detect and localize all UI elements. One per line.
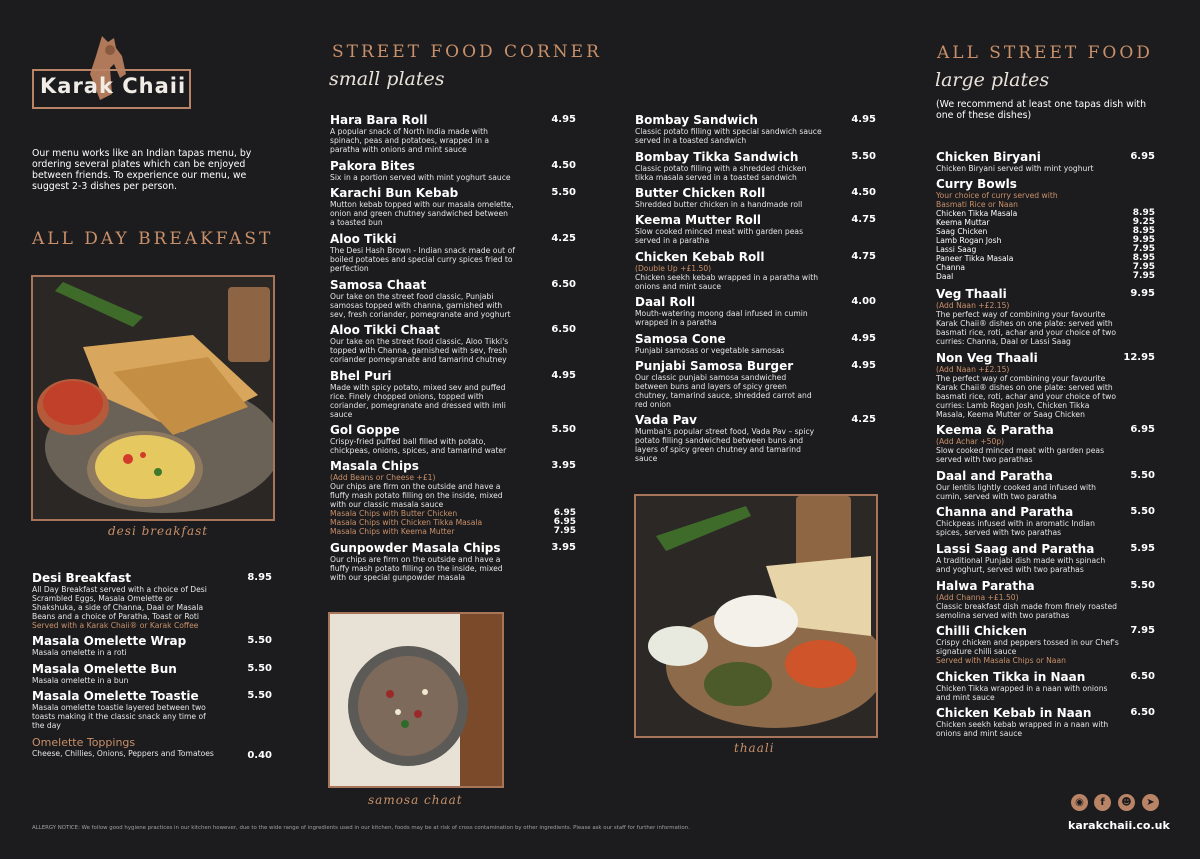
item-price: 4.95 xyxy=(551,370,576,381)
samosa-chaat-caption: samosa chaat xyxy=(368,793,463,807)
item-price: 3.95 xyxy=(551,542,576,553)
item-desc: Six in a portion served with mint yoghurt sauce xyxy=(330,173,511,182)
sub-item xyxy=(936,254,1155,263)
item-name: Chicken Tikka in Naan xyxy=(936,670,1086,684)
sub-item-price: 7.95 xyxy=(1132,262,1155,272)
menu-item xyxy=(936,580,1155,620)
item-price: 4.95 xyxy=(851,114,876,125)
item-price: 9.95 xyxy=(1130,288,1155,299)
item-name: Channa and Paratha xyxy=(936,505,1074,519)
facebook-icon[interactable]: f xyxy=(1094,794,1111,811)
sub-item-price: 7.95 xyxy=(1132,244,1155,254)
sub-item-name: Lamb Rogan Josh xyxy=(936,236,1002,245)
item-price: 5.50 xyxy=(551,424,576,435)
menu-item xyxy=(936,625,1155,665)
desi-breakfast-caption: desi breakfast xyxy=(108,524,209,538)
item-name: Masala Chips xyxy=(330,459,419,473)
sub-item xyxy=(330,509,576,518)
sub-item-price: 8.95 xyxy=(1132,208,1155,218)
menu-item xyxy=(635,333,876,355)
menu-item xyxy=(330,187,576,227)
menu-item xyxy=(330,114,576,154)
sub-item-price: 6.95 xyxy=(553,517,576,527)
menu-item xyxy=(936,506,1155,537)
item-desc: Classic potato filling with a shredded chicken tikka masala served in a toasted sandwich xyxy=(635,164,807,182)
item-extra: Served with a Karak Chaii® or Karak Coffee xyxy=(32,621,199,630)
menu-item xyxy=(635,251,876,291)
item-desc: Chicken seekh kebab wrapped in a naan with onions and mint sauce xyxy=(936,720,1109,738)
item-price: 4.50 xyxy=(851,187,876,198)
item-price: 6.50 xyxy=(1130,707,1155,718)
item-price: 5.95 xyxy=(1130,543,1155,554)
item-desc: Classic potato filling with special sandwich sauce served in a toasted sandwich xyxy=(635,127,822,145)
item-name: Chicken Kebab in Naan xyxy=(936,706,1092,720)
sub-item xyxy=(936,263,1155,272)
item-price: 4.95 xyxy=(851,360,876,371)
menu-item xyxy=(330,370,576,419)
sub-item-price: 9.25 xyxy=(1132,217,1155,227)
item-name: Daal Roll xyxy=(635,295,696,309)
sub-item xyxy=(936,272,1155,281)
sub-item xyxy=(330,527,576,536)
item-extra: (Add Channa +£1.50) xyxy=(936,593,1019,602)
item-name: Butter Chicken Roll xyxy=(635,186,766,200)
item-name: Chicken Biryani xyxy=(936,150,1041,164)
sub-item-price: 7.95 xyxy=(1132,271,1155,281)
sub-item-name: Saag Chicken xyxy=(936,227,988,236)
item-price: 7.95 xyxy=(1130,625,1155,636)
large-heading: ALL STREET FOOD xyxy=(937,43,1153,63)
sub-item-name: Masala Chips with Butter Chicken xyxy=(330,509,458,518)
item-price: 6.50 xyxy=(551,279,576,290)
item-name: Punjabi Samosa Burger xyxy=(635,359,794,373)
menu-item xyxy=(635,214,876,245)
item-name: Desi Breakfast xyxy=(32,571,132,585)
item-name: Vada Pav xyxy=(635,413,697,427)
item-price: 4.50 xyxy=(551,160,576,171)
item-desc: Punjabi samosas or vegetable samosas xyxy=(635,346,785,355)
toppings-price: 0.40 xyxy=(247,750,272,761)
sub-item xyxy=(936,245,1155,254)
toppings xyxy=(32,736,272,761)
item-price: 5.50 xyxy=(1130,470,1155,481)
samosa-chaat-photo xyxy=(328,612,504,788)
item-name: Bhel Puri xyxy=(330,369,392,383)
menu-item xyxy=(32,572,272,630)
menu-item xyxy=(330,233,576,273)
item-name: Masala Omelette Wrap xyxy=(32,634,187,648)
toppings-desc: Cheese, Chillies, Onions, Peppers and Tomatoes xyxy=(32,749,214,758)
item-desc: Mumbai's popular street food, Vada Pav – spicy potato filling sandwiched between buns and layers of spicy green chutney and tamarind sauce xyxy=(635,427,815,463)
thaali-photo xyxy=(634,494,878,738)
item-price: 5.50 xyxy=(1130,506,1155,517)
menu-item xyxy=(635,151,876,182)
item-name: Non Veg Thaali xyxy=(936,351,1038,365)
menu-item xyxy=(330,460,576,536)
item-desc: Our classic punjabi samosa sandwiched between buns and layers of spicy green chutney, tamarind sauce, shredded carrot and red onion xyxy=(635,373,812,409)
menu-item xyxy=(330,324,576,364)
item-desc: Chickpeas infused with in aromatic Indian spices, served with two parathas xyxy=(936,519,1095,537)
logo-text: Karak Chaii xyxy=(40,74,187,98)
item-desc: Made with spicy potato, mixed sev and puffed rice. Finely chopped onions, topped with coriander, pomegranate and dressed with imli sauce xyxy=(330,383,506,419)
item-desc: Masala omelette toastie layered between two toasts making it the classic snack any time of the day xyxy=(32,703,206,730)
breakfast-list xyxy=(32,572,272,772)
item-price: 6.95 xyxy=(1130,151,1155,162)
item-name: Gunpowder Masala Chips xyxy=(330,541,501,555)
sub-item-name: Daal xyxy=(936,272,954,281)
item-price: 5.50 xyxy=(247,663,272,674)
street-heading: STREET FOOD CORNER xyxy=(332,42,602,62)
item-price: 8.95 xyxy=(247,572,272,583)
item-extra: (Add Achar +50p) xyxy=(936,437,1005,446)
sub-item-price: 7.95 xyxy=(553,526,576,536)
menu-item xyxy=(936,707,1155,738)
snapchat-icon[interactable]: ☻ xyxy=(1118,794,1135,811)
menu-item xyxy=(32,635,272,657)
item-desc: Chicken seekh kebab wrapped in a paratha with onions and mint sauce xyxy=(635,273,819,291)
large-list xyxy=(936,151,1155,741)
item-name: Samosa Chaat xyxy=(330,278,427,292)
sub-item-name: Paneer Tikka Masala xyxy=(936,254,1014,263)
item-desc: Chicken Biryani served with mint yoghurt xyxy=(936,164,1094,173)
item-name: Masala Omelette Toastie xyxy=(32,689,199,703)
item-name: Keema Mutter Roll xyxy=(635,213,762,227)
item-desc: Our take on the street food classic, Aloo Tikki's topped with Channa, garnished with sev, fresh coriander pomegranate and tamarind chutney xyxy=(330,337,509,364)
menu-item xyxy=(635,296,876,327)
sub-item-price: 9.95 xyxy=(1132,235,1155,245)
item-name: Chicken Kebab Roll xyxy=(635,250,765,264)
item-desc: Our take on the street food classic, Punjabi samosas topped with channa, garnished with sev, fresh coriander, pomegranate and yoghurt xyxy=(330,292,511,319)
item-desc: Crispy chicken and peppers tossed in our Chef's signature chilli sauce xyxy=(936,638,1119,656)
item-desc: Crispy-fried puffed ball filled with potato, chickpeas, onions, spices, and tamarind water xyxy=(330,437,507,455)
item-name: Masala Omelette Bun xyxy=(32,662,177,676)
item-name: Samosa Cone xyxy=(635,332,726,346)
menu-item xyxy=(936,151,1155,173)
item-desc: A traditional Punjabi dish made with spinach and yoghurt, served with two parathas xyxy=(936,556,1106,574)
item-desc: A popular snack of North India made with spinach, peas and potatoes, wrapped in a paratha with onions and mint sauce xyxy=(330,127,490,154)
street-col2 xyxy=(635,114,876,474)
item-name: Aloo Tikki Chaat xyxy=(330,323,440,337)
item-price: 5.50 xyxy=(247,690,272,701)
item-desc: Masala omelette in a bun xyxy=(32,676,129,685)
menu-item xyxy=(936,543,1155,574)
item-price: 5.50 xyxy=(551,187,576,198)
item-desc: Shredded butter chicken in a handmade roll xyxy=(635,200,803,209)
sub-item-name: Channa xyxy=(936,263,966,272)
menu-item xyxy=(635,360,876,409)
menu-item xyxy=(32,690,272,730)
menu-item xyxy=(32,663,272,685)
sub-item xyxy=(936,236,1155,245)
item-name: Chilli Chicken xyxy=(936,624,1027,638)
toppings-title: Omelette Toppings xyxy=(32,736,136,749)
item-extra: (Add Beans or Cheese +£1) xyxy=(330,473,436,482)
sub-item-price: 8.95 xyxy=(1132,226,1155,236)
item-price: 4.00 xyxy=(851,296,876,307)
item-price: 4.95 xyxy=(551,114,576,125)
instagram-icon[interactable]: ◉ xyxy=(1071,794,1088,811)
sub-item xyxy=(936,209,1155,218)
sub-item-price: 6.95 xyxy=(553,508,576,518)
large-subheading: large plates xyxy=(935,69,1050,91)
menu-item xyxy=(936,424,1155,464)
item-price: 5.50 xyxy=(851,151,876,162)
item-extra: (Add Naan +£2.15) xyxy=(936,301,1010,310)
website-link[interactable]: karakchaii.co.uk xyxy=(1068,819,1170,832)
menu-item xyxy=(330,542,576,582)
breakfast-heading: ALL DAY BREAKFAST xyxy=(32,229,274,249)
sub-item-name: Chicken Tikka Masala xyxy=(936,209,1018,218)
menu-item xyxy=(330,424,576,455)
item-desc: Our chips are firm on the outside and have a fluffy mash potato filling on the inside, mixed with our classic masala sauce xyxy=(330,482,503,509)
item-name: Bombay Tikka Sandwich xyxy=(635,150,799,164)
item-price: 5.50 xyxy=(247,635,272,646)
item-desc: The perfect way of combining your favourite Karak Chaii® dishes on one plate: served with basmati rice, roti, achar and your choice of two curries: Channa, Daal or Lassi Saag xyxy=(936,310,1116,346)
thaali-caption: thaali xyxy=(734,741,775,755)
item-extra: Your choice of curry served with Basmati Rice or Naan xyxy=(936,191,1058,209)
item-price: 4.75 xyxy=(851,214,876,225)
menu-item xyxy=(330,160,576,182)
sub-item-price: 8.95 xyxy=(1132,253,1155,263)
item-desc: Classic breakfast dish made from finely roasted semolina served with two parathas xyxy=(936,602,1117,620)
item-price: 4.95 xyxy=(851,333,876,344)
item-name: Keema & Paratha xyxy=(936,423,1054,437)
item-price: 3.95 xyxy=(551,460,576,471)
item-name: Lassi Saag and Paratha xyxy=(936,542,1095,556)
item-price: 6.95 xyxy=(1130,424,1155,435)
item-name: Bombay Sandwich xyxy=(635,113,758,127)
street-col1 xyxy=(330,114,576,594)
sub-item xyxy=(936,227,1155,236)
twitter-icon[interactable]: ➤ xyxy=(1142,794,1159,811)
item-desc: Mouth-watering moong daal infused in cumin wrapped in a paratha xyxy=(635,309,808,327)
menu-item xyxy=(635,114,876,145)
large-note: (We recommend at least one tapas dish with one of these dishes) xyxy=(936,99,1147,121)
sub-item-name: Masala Chips with Keema Mutter xyxy=(330,527,455,536)
sub-item-name: Lassi Saag xyxy=(936,245,977,254)
item-price: 4.25 xyxy=(551,233,576,244)
sub-item xyxy=(936,218,1155,227)
item-name: Hara Bara Roll xyxy=(330,113,428,127)
item-desc: Slow cooked minced meat with garden peas served in a paratha xyxy=(635,227,804,245)
menu-item xyxy=(635,187,876,209)
item-price: 4.75 xyxy=(851,251,876,262)
menu-item xyxy=(936,178,1155,281)
item-desc: The perfect way of combining your favourite Karak Chaii® dishes on one plate: served with basmati rice, roti, achar and your choice of two curries: Lamb Rogan Josh, Chicken Tikka Masala, Keema Mutter or Saag Chicken xyxy=(936,374,1116,419)
item-extra: (Double Up +£1.50) xyxy=(635,264,712,273)
item-name: Daal and Paratha xyxy=(936,469,1053,483)
item-desc: Slow cooked minced meat with garden peas served with two parathas xyxy=(936,446,1105,464)
menu-item xyxy=(936,671,1155,702)
sub-item-name: Masala Chips with Chicken Tikka Masala xyxy=(330,518,483,527)
item-desc: Our chips are firm on the outside and have a fluffy mash potato filling on the inside, mixed with our special gunpowder masala xyxy=(330,555,503,582)
item-name: Gol Goppe xyxy=(330,423,400,437)
sub-item-name: Keema Muttar xyxy=(936,218,990,227)
menu-item xyxy=(936,470,1155,501)
item-name: Halwa Paratha xyxy=(936,579,1035,593)
item-name: Veg Thaali xyxy=(936,287,1007,301)
item-desc: Chicken Tikka wrapped in a naan with onions and mint sauce xyxy=(936,684,1108,702)
item-desc: All Day Breakfast served with a choice of Desi Scrambled Eggs, Masala Omelette or Shakshuka, a side of Channa, Daal or Masala Beans and a choice of Paratha, Toast or Roti xyxy=(32,585,207,621)
intro-text: Our menu works like an Indian tapas menu, by ordering several plates which can be enjoyed between friends. To experience our menu, we suggest 2-3 dishes per person. xyxy=(32,148,252,192)
item-name: Karachi Bun Kebab xyxy=(330,186,459,200)
item-name: Curry Bowls xyxy=(936,177,1017,191)
item-desc: Mutton kebab topped with our masala omelette, onion and green chutney sandwiched between a toasted bun xyxy=(330,200,514,227)
item-desc: Masala omelette in a roti xyxy=(32,648,127,657)
allergy-notice: ALLERGY NOTICE: We follow good hygiene practices in our kitchen however, due to the wide range of ingredients used in our kitchen, foods may be at risk of cross contamination by other ingredients. Please ask our staff for further information. xyxy=(32,825,690,831)
item-extra: Served with Masala Chips or Naan xyxy=(936,656,1066,665)
sub-item xyxy=(330,518,576,527)
menu-item xyxy=(936,352,1155,419)
item-desc: The Desi Hash Brown - Indian snack made out of boiled potatoes and special curry spices fried to perfection xyxy=(330,246,515,273)
item-name: Pakora Bites xyxy=(330,159,415,173)
menu-item xyxy=(330,279,576,319)
desi-breakfast-photo xyxy=(31,275,275,521)
item-price: 6.50 xyxy=(1130,671,1155,682)
menu-item xyxy=(635,414,876,463)
item-price: 4.25 xyxy=(851,414,876,425)
item-extra: (Add Naan +£2.15) xyxy=(936,365,1010,374)
menu-item xyxy=(936,288,1155,346)
item-price: 6.50 xyxy=(551,324,576,335)
item-desc: Our lentils lightly cooked and infused with cumin, served with two paratha xyxy=(936,483,1096,501)
item-name: Aloo Tikki xyxy=(330,232,397,246)
item-price: 12.95 xyxy=(1123,352,1155,363)
item-price: 5.50 xyxy=(1130,580,1155,591)
street-subheading: small plates xyxy=(329,68,445,90)
